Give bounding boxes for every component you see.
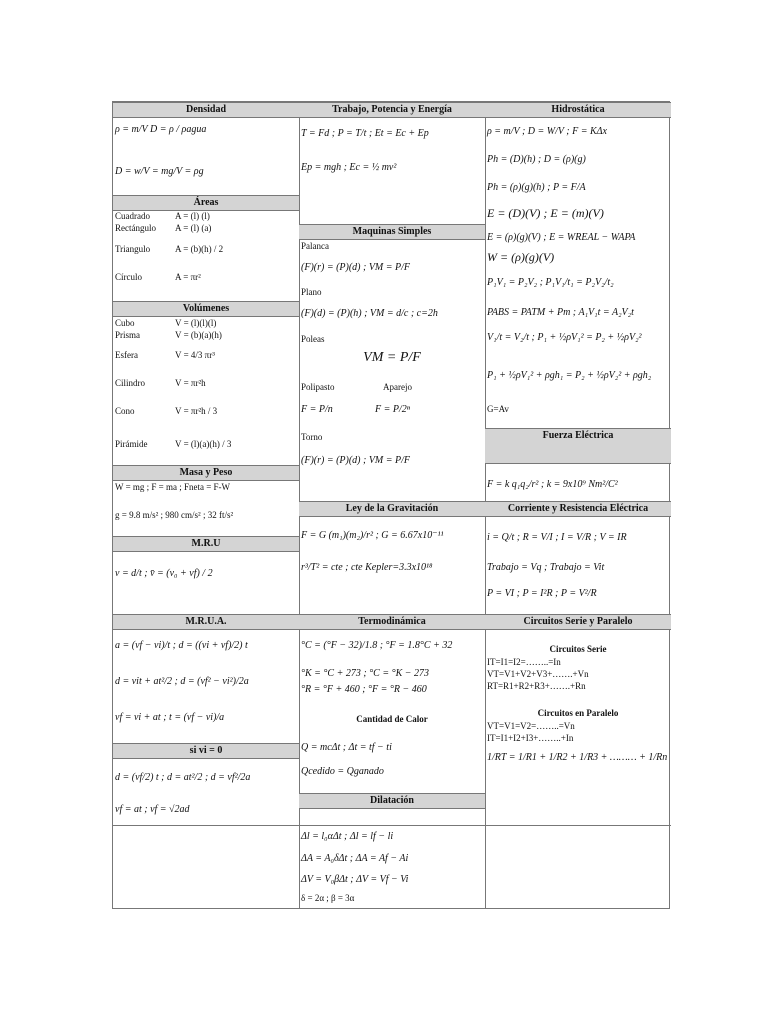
densidad-line-1: ρ = m/V D = ρ / ρagua xyxy=(115,124,207,135)
header-circuitos: Circuitos Serie y Paralelo xyxy=(485,614,671,630)
maquinas-label: Plano xyxy=(301,287,322,297)
volumenes-row: Cono V = πr²h / 3 xyxy=(115,406,218,416)
termo-line-1: °C = (°F − 32)/1.8 ; °F = 1.8°C + 32 xyxy=(301,640,453,651)
maquinas-label: Aparejo xyxy=(383,382,412,392)
maquinas-formula: F = P/2ⁿ xyxy=(375,404,410,415)
hidro-line: PABS = PATM + Pm ; A₁V₁t = A₂V₂t xyxy=(487,307,634,318)
maquinas-formula: (F)(r) = (P)(d) ; VM = P/F xyxy=(301,455,411,466)
areas-row: Triangulo A = (b)(h) / 2 xyxy=(115,244,224,254)
circuitos-paralelo-title: Circuitos en Paralelo xyxy=(537,708,619,718)
volumenes-row: Pirámide V = (l)(a)(h) / 3 xyxy=(115,439,232,449)
hidro-line: E = (D)(V) ; E = (m)(V) xyxy=(487,206,604,220)
volumenes-row: Prisma V = (b)(a)(h) xyxy=(115,330,222,340)
termo-line-2: °K = °C + 273 ; °C = °K − 273 xyxy=(301,668,429,679)
volumenes-row: Cilindro V = πr²h xyxy=(115,378,206,388)
areas-row: Rectángulo A = (l) (a) xyxy=(115,223,212,233)
maquinas-label: Poleas xyxy=(301,334,325,344)
circuitos-serie-title: Circuitos Serie xyxy=(549,644,607,654)
divider xyxy=(113,825,299,826)
gravitacion-line-1: F = G (m₁)(m₂)/r² ; G = 6.67x10⁻¹¹ xyxy=(301,530,444,541)
header-masa-peso: Masa y Peso xyxy=(113,465,299,481)
dilatacion-line-2: ΔA = A₀δΔt ; ΔA = Af − Ai xyxy=(301,853,409,864)
header-volumenes: Volúmenes xyxy=(113,301,299,317)
maquinas-formula: (F)(d) = (P)(h) ; VM = d/c ; c=2h xyxy=(301,308,438,319)
header-si-vi: si vi = 0 xyxy=(113,743,299,759)
hidro-line: P₁V₁ = P₂V₂ ; P₁V₁/t₁ = P₂V₂/t₂ xyxy=(487,277,614,288)
header-gravitacion: Ley de la Gravitación xyxy=(299,501,485,517)
header-termodinamica: Termodinámica xyxy=(299,614,485,630)
hidro-line: P₁ + ½ρV₁² + ρgh₁ = P₂ + ½ρV₂² + ρgh₂ xyxy=(487,370,652,381)
sivi-line-1: d = (vf/2) t ; d = at²/2 ; d = vf²/2a xyxy=(115,772,251,783)
dilatacion-line-3: ΔV = V₀βΔt ; ΔV = Vf − Vi xyxy=(301,874,409,885)
header-dilatacion: Dilatación xyxy=(299,793,485,809)
masa-line-2: g = 9.8 m/s² ; 980 cm/s² ; 32 ft/s² xyxy=(115,510,234,520)
mru-line-1: v = d/t ; v̄ = (v₀ + vf) / 2 xyxy=(115,568,213,579)
hidro-line: E = (ρ)(g)(V) ; E = WREAL − WAPA xyxy=(487,232,636,243)
column-1 xyxy=(113,102,300,908)
column-3 xyxy=(485,102,671,908)
paralelo-line: 1/RT = 1/R1 + 1/R2 + 1/R3 + ……… + 1/Rn xyxy=(487,752,668,763)
calor-line-1: Q = mcΔt ; Δt = tf − ti xyxy=(301,742,392,753)
column-2 xyxy=(299,102,486,908)
header-mrua: M.R.U.A. xyxy=(113,614,299,630)
trabajo-line-1: T = Fd ; P = T/t ; Et = Ec + Ep xyxy=(301,128,429,139)
termo-line-3: °R = °F + 460 ; °F = °R − 460 xyxy=(301,684,427,695)
corriente-line-3: P = VI ; P = I²R ; P = V²/R xyxy=(487,588,597,599)
cantidad-calor-title: Cantidad de Calor xyxy=(356,714,428,724)
corriente-line-2: Trabajo = Vq ; Trabajo = Vit xyxy=(487,562,605,573)
sivi-line-2: vf = at ; vf = √2ad xyxy=(115,804,190,815)
densidad-line-2: D = w/V = mg/V = ρg xyxy=(115,166,204,177)
hidro-line: W = (ρ)(g)(V) xyxy=(487,250,555,264)
header-densidad: Densidad xyxy=(113,102,299,118)
serie-line: IT=I1=I2=……..=In xyxy=(487,657,561,667)
areas-row: Círculo A = πr² xyxy=(115,272,201,282)
gravitacion-line-2: r³/T² = cte ; cte Kepler=3.3x10¹⁸ xyxy=(301,562,433,573)
areas-row: Cuadrado A = (l) (l) xyxy=(115,211,210,221)
calor-line-2: Qcedido = Qganado xyxy=(301,766,384,777)
paralelo-line: VT=V1=V2=……..=Vn xyxy=(487,721,575,731)
maquinas-formula: F = P/n xyxy=(301,404,333,415)
volumenes-row: Esfera V = 4/3 πr³ xyxy=(115,350,215,360)
paralelo-line: IT=I1+I2+I3+……..+In xyxy=(487,733,574,743)
header-areas: Áreas xyxy=(113,195,299,211)
header-mru: M.R.U xyxy=(113,536,299,552)
maquinas-label: Palanca xyxy=(301,241,329,251)
mrua-line-1: a = (vf − vi)/t ; d = ((vi + vf)/2) t xyxy=(115,640,248,651)
serie-line: VT=V1+V2+V3+…….+Vn xyxy=(487,669,589,679)
dilatacion-line-1: Δl = l₀αΔt ; Δl = lf − li xyxy=(301,831,394,842)
header-fuerza-electrica: Fuerza Eléctrica xyxy=(485,428,671,464)
header-hidrostatica: Hidrostática xyxy=(485,102,671,118)
hidro-line: V₁/t = V₂/t ; P₁ + ½ρV₁² = P₂ + ½ρV₂² xyxy=(487,332,642,343)
divider xyxy=(299,825,485,826)
volumenes-row: Cubo V = (l)(l)(l) xyxy=(115,318,217,328)
maquinas-formula: (F)(r) = (P)(d) ; VM = P/F xyxy=(301,262,411,273)
mrua-line-3: vf = vi + at ; t = (vf − vi)/a xyxy=(115,712,225,723)
mrua-line-2: d = vit + at²/2 ; d = (vf² − vi²)/2a xyxy=(115,676,249,687)
corriente-line-1: i = Q/t ; R = V/I ; I = V/R ; V = IR xyxy=(487,532,627,543)
hidro-line: ρ = m/V ; D = W/V ; F = KΔx xyxy=(487,126,607,137)
hidro-line: G=Av xyxy=(487,404,509,414)
formula-sheet xyxy=(112,101,670,909)
trabajo-line-2: Ep = mgh ; Ec = ½ mv² xyxy=(301,162,397,173)
maquinas-label: Polipasto xyxy=(301,382,335,392)
header-corriente: Corriente y Resistencia Eléctrica xyxy=(485,501,671,517)
masa-line-1: W = mg ; F = ma ; Fneta = F-W xyxy=(115,482,231,492)
header-maquinas: Maquinas Simples xyxy=(299,224,485,240)
fuerza-line-1: F = k q₁q₂/r² ; k = 9x10⁹ Nm²/C² xyxy=(487,479,618,490)
maquinas-formula: VM = P/F xyxy=(363,350,421,365)
divider xyxy=(485,825,671,826)
maquinas-label: Torno xyxy=(301,432,323,442)
hidro-line: Ph = (D)(h) ; D = (ρ)(g) xyxy=(487,154,586,165)
header-trabajo: Trabajo, Potencia y Energía xyxy=(299,102,485,118)
dilatacion-line-4: δ = 2α ; β = 3α xyxy=(301,893,355,903)
serie-line: RT=R1+R2+R3+…….+Rn xyxy=(487,681,586,691)
hidro-line: Ph = (ρ)(g)(h) ; P = F/A xyxy=(487,182,586,193)
